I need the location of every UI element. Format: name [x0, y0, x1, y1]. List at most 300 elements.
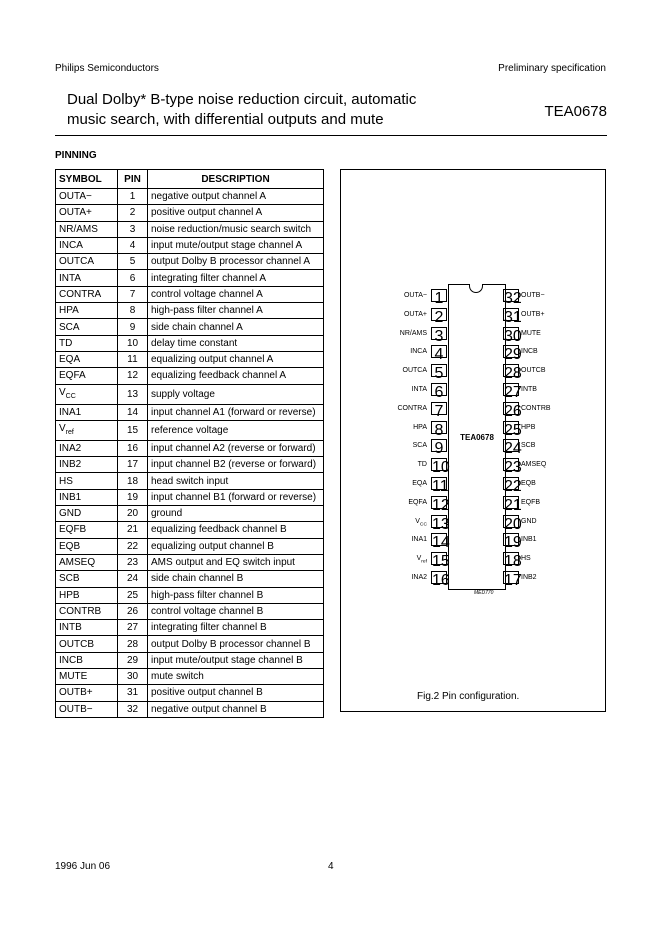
pin-description: negative output channel A [148, 189, 324, 205]
pin-name-text: EQFA [408, 498, 427, 506]
pin-number: 16 [118, 440, 148, 456]
left-pin-label [341, 497, 427, 510]
table-row [56, 620, 324, 636]
pin-symbol-text: OUTA− [59, 191, 92, 203]
pin-name [412, 384, 427, 395]
pin-number-box: 4 [431, 345, 447, 358]
pin-symbol [56, 420, 118, 440]
pin-name-text: SCA [412, 442, 427, 450]
right-pin-label [521, 516, 591, 529]
pin-number-box: 5 [431, 364, 447, 377]
pin-symbol-text: INA2 [59, 443, 82, 454]
pin-number-box: 18 [504, 553, 522, 571]
table-row [56, 554, 324, 570]
pin-symbol-text: EQFB [59, 524, 87, 536]
pin-name [411, 534, 427, 545]
pin-name-text: NR/AMS [399, 329, 427, 337]
pin-number-box: 32 [504, 290, 522, 307]
pin-number-box: 1 [431, 289, 447, 302]
pin-description: input channel B2 (reverse or forward) [148, 457, 324, 473]
pin-number-box: 8 [431, 421, 447, 434]
pin-symbol [56, 205, 118, 221]
right-pin-label [521, 572, 591, 585]
pin-symbol [56, 303, 118, 319]
pin-description: supply voltage [148, 384, 324, 404]
pin-name-text: OUTB+ [521, 310, 545, 318]
left-pin-label [341, 478, 427, 491]
pin-symbol [56, 440, 118, 456]
pin-name-subscript: CC [419, 521, 427, 527]
pin-symbol-text: OUTCB [59, 638, 94, 650]
pin-symbol-text: EQA [59, 354, 81, 366]
pin-number: 29 [118, 652, 148, 668]
pin-name-text: AMSEQ [521, 461, 547, 469]
col-header-pin: PIN [118, 170, 148, 189]
pin-symbol-text: GND [59, 508, 82, 520]
pin-description: positive output channel B [148, 685, 324, 701]
pin-number: 3 [118, 221, 148, 237]
table-row [56, 286, 324, 302]
left-pin-label [341, 346, 427, 359]
pin-number: 32 [118, 701, 148, 717]
pin-symbol [56, 506, 118, 522]
pin-description: input channel A2 (reverse or forward) [148, 440, 324, 456]
pin-number-box: 10 [432, 459, 450, 477]
table-row [56, 457, 324, 473]
pin-number-box: 29 [504, 346, 522, 364]
pin-name [521, 328, 541, 339]
pin-description: input mute/output stage channel B [148, 652, 324, 668]
pin-symbol-text: INCB [59, 654, 83, 666]
pin-name-text: INB2 [521, 574, 537, 581]
pin-name [417, 553, 427, 567]
table-row [56, 636, 324, 652]
pin-name [521, 440, 535, 451]
left-pin-label [341, 365, 427, 378]
pin-symbol-text: INTA [59, 272, 82, 284]
pin-name-text: INA1 [411, 536, 427, 544]
pin-description: equalizing output channel A [148, 351, 324, 367]
pin-name [521, 403, 551, 414]
table-row [56, 368, 324, 384]
drawing-code: MED770 [474, 590, 494, 596]
pin-description: control voltage channel A [148, 286, 324, 302]
pin-symbol [56, 636, 118, 652]
pin-number: 6 [118, 270, 148, 286]
pin-symbol-text: INA1 [59, 406, 82, 418]
right-pin-label [521, 553, 591, 566]
pin-number-box: 13 [432, 515, 450, 533]
pin-number: 2 [118, 205, 148, 221]
pin-name-text: INCA [410, 348, 427, 356]
table-row [56, 506, 324, 522]
table-row [56, 571, 324, 587]
pin-number-box: 21 [504, 496, 522, 514]
pin-number: 13 [118, 384, 148, 404]
pin-name-text: GND [521, 517, 537, 525]
table-row [56, 404, 324, 420]
pin-number-box: 6 [431, 383, 447, 396]
pin-name [521, 422, 535, 433]
pin-number: 23 [118, 554, 148, 570]
table-row [56, 319, 324, 335]
pin-description: mute switch [148, 669, 324, 685]
pin-number: 20 [118, 506, 148, 522]
pin-name [403, 365, 428, 376]
pin-symbol-text: MUTE [59, 671, 88, 683]
pin-symbol [56, 587, 118, 603]
pin-number: 5 [118, 254, 148, 270]
pin-description: input channel B1 (forward or reverse) [148, 489, 324, 505]
pin-number-box: 30 [504, 327, 522, 345]
pin-symbol-text: NR/AMS [59, 223, 98, 235]
pin-name-text: OUTA− [403, 292, 427, 299]
pin-number: 26 [118, 603, 148, 619]
pin-symbol [56, 368, 118, 384]
pin-symbol-text: HPA [59, 305, 79, 317]
pin-symbol-text: OUTA+ [59, 207, 92, 219]
pin-symbol [56, 351, 118, 367]
pin-number-box: 14 [432, 534, 450, 552]
pin-number-box: 27 [504, 384, 522, 401]
pin-description: delay time constant [148, 335, 324, 351]
part-number: TEA0678 [544, 103, 607, 120]
pin-number-box: 17 [504, 572, 522, 589]
document-title [67, 90, 467, 130]
header-company: Philips Semiconductors [55, 63, 159, 74]
pin-description: ground [148, 506, 324, 522]
pin-symbol [56, 319, 118, 335]
pin-symbol [56, 335, 118, 351]
left-pin-label [341, 516, 427, 529]
pin-name [411, 572, 427, 583]
left-pin-label [341, 403, 427, 416]
pin-number: 14 [118, 404, 148, 420]
pin-number: 18 [118, 473, 148, 489]
pin-symbol-text: OUTB− [59, 703, 93, 715]
left-pin-label [341, 309, 427, 322]
left-pin-label [341, 553, 427, 566]
left-pin-label [341, 384, 427, 397]
pin-description: equalizing output channel B [148, 538, 324, 554]
pin-name-subscript: ref [421, 559, 427, 565]
pin-description: head switch input [148, 473, 324, 489]
table-row [56, 237, 324, 253]
pin-number: 27 [118, 620, 148, 636]
section-heading: PINNING [55, 150, 97, 161]
pin-symbol [56, 522, 118, 538]
table-row [56, 221, 324, 237]
pin-symbol [56, 189, 118, 205]
pin-symbol-text: SCB [59, 573, 80, 585]
pin-number: 4 [118, 237, 148, 253]
pin-symbol [56, 286, 118, 302]
table-row [56, 522, 324, 538]
pin-name-text: SCB [521, 442, 536, 450]
pin-description: AMS output and EQ switch input [148, 554, 324, 570]
pin-number: 24 [118, 571, 148, 587]
pin-description: output Dolby B processor channel B [148, 636, 324, 652]
pin-symbol [56, 554, 118, 570]
pin-description: noise reduction/music search switch [148, 221, 324, 237]
pin-number: 15 [118, 420, 148, 440]
pin-configuration-figure [340, 169, 606, 712]
pin-description: input mute/output stage channel A [148, 237, 324, 253]
pin-number-box: 31 [504, 308, 522, 326]
table-row [56, 440, 324, 456]
pin-symbol-text: AMSEQ [59, 557, 96, 569]
table-row [56, 701, 324, 717]
pin-name-text: EQA [412, 480, 427, 487]
left-pin-label [341, 440, 427, 453]
pin-description: side chain channel B [148, 571, 324, 587]
pin-description: reference voltage [148, 420, 324, 440]
pin-symbol-text: CONTRB [59, 605, 102, 617]
pin-name [521, 534, 537, 545]
pin-description: integrating filter channel A [148, 270, 324, 286]
right-pin-label [521, 309, 591, 322]
pin-symbol-subscript: ref [65, 428, 74, 436]
pin-name [413, 422, 427, 433]
pin-description: positive output channel A [148, 205, 324, 221]
pin-name [521, 572, 537, 583]
pin-symbol [56, 701, 118, 717]
pin-symbol [56, 603, 118, 619]
pin-name-text: MUTE [521, 329, 541, 337]
pin-description: equalizing feedback channel B [148, 522, 324, 538]
pin-number: 8 [118, 303, 148, 319]
title-line-1: Dual Dolby* B-type noise reduction circuit, automatic [67, 91, 417, 108]
pin-number-box: 20 [504, 515, 522, 533]
pin-symbol [56, 538, 118, 554]
ic-package [448, 284, 506, 590]
pin-name-text: OUTB− [521, 292, 545, 299]
pin-name-text: EQB [521, 480, 536, 487]
pin-name-text: OUTA+ [403, 310, 427, 318]
table-row [56, 205, 324, 221]
pin-number: 22 [118, 538, 148, 554]
pin-number-box: 7 [431, 402, 447, 415]
pin-description: input channel A1 (forward or reverse) [148, 404, 324, 420]
pin-name-text: EQFB [521, 498, 541, 506]
header-spec-type: Preliminary specification [498, 63, 606, 74]
table-row [56, 603, 324, 619]
pin-name [410, 346, 427, 357]
pin-name [521, 346, 538, 357]
table-row [56, 420, 324, 440]
figure-caption: Fig.2 Pin configuration. [417, 691, 520, 702]
pin-name-text: OUTCA [402, 367, 427, 375]
pin-name [412, 478, 427, 489]
pin-symbol [56, 457, 118, 473]
pin-symbol [56, 652, 118, 668]
pin-description: high-pass filter channel B [148, 587, 324, 603]
pin-number-box: 24 [504, 440, 522, 458]
pin-name [521, 497, 540, 508]
pin-description: control voltage channel B [148, 603, 324, 619]
table-row [56, 335, 324, 351]
pin-number-box: 22 [504, 478, 522, 495]
pin-number-box: 28 [504, 365, 522, 383]
pin-number: 11 [118, 351, 148, 367]
right-pin-label [521, 365, 591, 378]
right-pin-label [521, 328, 591, 341]
pin-symbol [56, 473, 118, 489]
pin-number-box: 26 [504, 402, 522, 420]
table-row [56, 473, 324, 489]
pin-symbol-text: OUTCA [59, 256, 94, 268]
table-row [56, 384, 324, 404]
table-row [56, 489, 324, 505]
pin-number-box: 2 [431, 308, 447, 321]
pin-symbol-text: V [59, 422, 66, 434]
left-pin-label [341, 328, 427, 341]
pin-number: 12 [118, 368, 148, 384]
right-pin-label [521, 534, 591, 547]
pin-symbol-subscript: CC [65, 392, 76, 400]
page-number: 4 [328, 861, 334, 872]
pin-symbol-text: INTB [59, 622, 82, 634]
pin-name-text: INA2 [411, 574, 427, 581]
pin-symbol [56, 254, 118, 270]
pin-name [521, 290, 545, 301]
left-pin-label [341, 422, 427, 435]
pin-number-box: 3 [431, 327, 447, 340]
pin-name [413, 440, 427, 451]
pin-number: 25 [118, 587, 148, 603]
pin-name-text: INTB [521, 386, 537, 393]
pin-number-box: 23 [504, 459, 522, 477]
pin-symbol [56, 237, 118, 253]
pin-name-text: OUTCB [521, 367, 546, 375]
pin-name [521, 459, 546, 470]
table-row [56, 351, 324, 367]
pin-description: integrating filter channel B [148, 620, 324, 636]
pin-symbol [56, 669, 118, 685]
pin-name-text: V [415, 517, 420, 525]
right-pin-label [521, 478, 591, 491]
right-pin-label [521, 384, 591, 397]
pin-symbol [56, 384, 118, 404]
pin-number-box: 19 [504, 534, 522, 552]
pin-symbol-text: CONTRA [59, 288, 102, 300]
pin-name-text: CONTRA [397, 404, 427, 412]
pin-name [415, 516, 427, 530]
right-pin-label [521, 290, 591, 303]
pin-name-text: V [416, 555, 422, 563]
title-line-2: music search, with differential outputs and mute [67, 111, 384, 128]
pin-name [397, 403, 427, 414]
pin-number-box: 11 [432, 478, 449, 495]
pin-number: 31 [118, 685, 148, 701]
pin-number: 30 [118, 669, 148, 685]
pin-name [408, 497, 427, 508]
pin-symbol-text: INCA [59, 240, 83, 252]
table-row [56, 669, 324, 685]
pin-number: 28 [118, 636, 148, 652]
left-pin-label [341, 572, 427, 585]
table-header-row [56, 170, 324, 189]
pin-description: negative output channel B [148, 701, 324, 717]
pin-name [418, 459, 427, 470]
pin-description: high-pass filter channel A [148, 303, 324, 319]
package-notch [469, 284, 483, 293]
pin-name-text: HPA [413, 423, 427, 431]
pin-symbol-text: INB1 [59, 491, 82, 503]
pin-number-box: 16 [432, 572, 450, 589]
pin-description: output Dolby B processor channel A [148, 254, 324, 270]
left-pin-label [341, 459, 427, 472]
pin-symbol [56, 404, 118, 420]
pin-number-box: 9 [431, 439, 447, 452]
pin-description: equalizing feedback channel A [148, 368, 324, 384]
pin-symbol [56, 685, 118, 701]
table-row [56, 270, 324, 286]
pin-name [521, 309, 545, 320]
pin-symbol-text: EQFA [59, 370, 86, 382]
pin-name-text: HS [521, 555, 531, 563]
pin-number: 1 [118, 189, 148, 205]
pin-name-text: CONTRB [521, 404, 551, 412]
pin-symbol-text: TD [59, 337, 73, 349]
table-row [56, 254, 324, 270]
pin-name-text: INCB [521, 348, 538, 356]
pin-name [521, 478, 536, 489]
pin-symbol [56, 620, 118, 636]
pin-name-text: INTA [411, 386, 427, 393]
pin-name [521, 384, 537, 395]
pin-symbol-text: HS [59, 475, 73, 487]
pin-name [521, 365, 546, 376]
pinning-table [55, 169, 324, 718]
right-pin-label [521, 459, 591, 472]
footer-date: 1996 Jun 06 [55, 861, 111, 872]
pin-name-text: TD [417, 461, 427, 469]
col-header-symbol: SYMBOL [56, 170, 118, 189]
right-pin-label [521, 440, 591, 453]
pin-number: 21 [118, 522, 148, 538]
left-pin-label [341, 534, 427, 547]
table-row [56, 538, 324, 554]
pin-name [400, 328, 427, 339]
pin-number: 19 [118, 489, 148, 505]
pin-symbol [56, 221, 118, 237]
right-pin-label [521, 403, 591, 416]
col-header-description: DESCRIPTION [148, 170, 324, 189]
pin-symbol [56, 489, 118, 505]
pin-symbol-text: OUTB+ [59, 687, 93, 699]
pin-name [521, 516, 537, 527]
pin-symbol-text: HPB [59, 589, 80, 601]
table-row [56, 587, 324, 603]
table-row [56, 189, 324, 205]
pin-symbol-text: V [59, 386, 66, 398]
table-row [56, 685, 324, 701]
pin-number: 10 [118, 335, 148, 351]
pin-symbol-text: SCA [59, 321, 80, 333]
left-pin-label [341, 290, 427, 303]
pin-symbol [56, 270, 118, 286]
table-row [56, 652, 324, 668]
pin-name [404, 309, 427, 320]
table-row [56, 303, 324, 319]
right-pin-label [521, 346, 591, 359]
pin-symbol [56, 571, 118, 587]
pin-number: 7 [118, 286, 148, 302]
pin-number-box: 25 [504, 421, 522, 439]
pin-name [404, 290, 427, 301]
pin-description: side chain channel A [148, 319, 324, 335]
